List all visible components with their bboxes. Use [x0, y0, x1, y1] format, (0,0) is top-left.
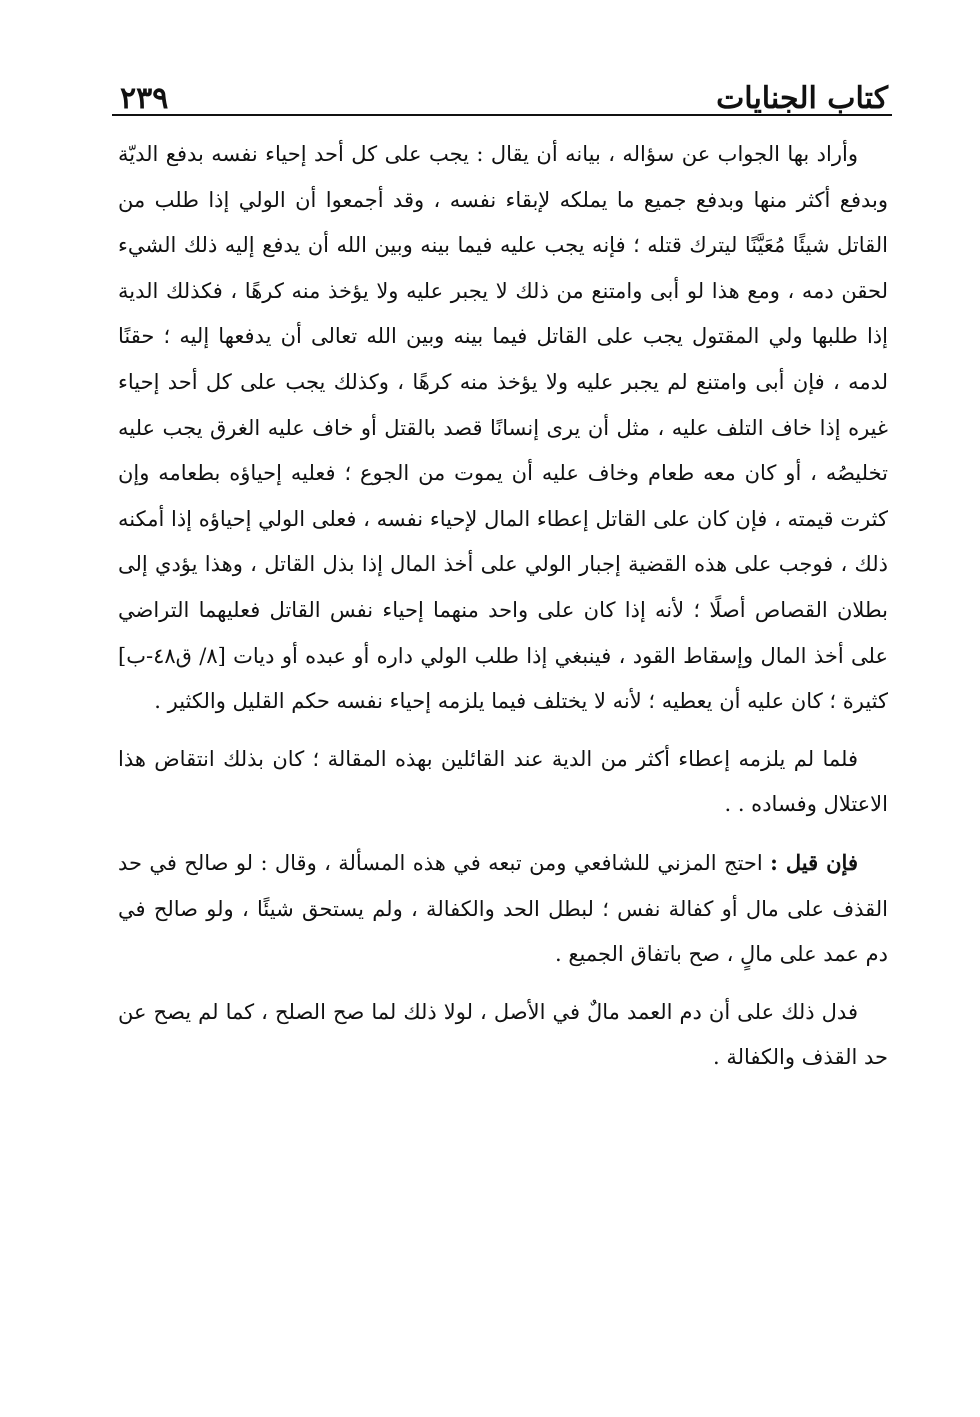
paragraph [118, 840, 888, 978]
page-header [120, 64, 888, 114]
page-number: ٢٣٩ [120, 81, 169, 116]
paragraph-text: فلما لم يلزمه إعطاء أكثر من الدية عند القائلين بهذه المقالة ؛ كان بذلك انتقاض هذا الاعتلال وفساده . . [118, 746, 888, 817]
paragraph [118, 132, 888, 725]
paragraph-text: احتج المزني للشافعي ومن تبعه في هذه المسألة ، وقال : لو صالح في حد القذف على مال أو كفالة نفس ؛ لبطل الحد والكفالة ، ولم يستحق شيئًا ، ولو صالح في دم عمد على مالٍ ، صح باتفاق الجميع . [118, 850, 888, 967]
paragraph [118, 990, 888, 1081]
page-body [118, 132, 888, 1093]
paragraph-lead: فإن قيل : [770, 849, 858, 875]
paragraph-text: فدل ذلك على أن دم العمد مالٌ في الأصل ، لولا ذلك لما صح الصلح ، كما لم يصح عن حد القذف والكفالة . [118, 999, 888, 1070]
paragraph [118, 737, 888, 828]
paragraph-text: وأراد بها الجواب عن سؤاله ، بيانه أن يقال : يجب على كل أحد إحياء نفسه بدفع الديّة وبدفع أكثر منها وبدفع جميع ما يملكه لإبقاء نفسه ، وقد أجمعوا أن الولي إذا طلب من القاتل شيئًا مُعَيَّنًا ليترك قتله ؛ فإنه يجب عليه فيما بينه وبين الله أن يدفع إليه ذلك الشيء لحقن دمه ، ومع هذا لو أبى وامتنع من ذلك لا يجبر عليه ولا يؤخذ منه كرهًا ، فكذلك الدية إذا طلبها ولي المقتول يجب على القاتل فيما بينه وبين الله تعالى أن يدفعها إليه ؛ حقنًا لدمه ، فإن أبى وامتنع لم يجبر عليه ولا يؤخذ منه كرهًا ، وكذلك يجب على كل أحد إحياء غيره إذا خاف التلف عليه ، مثل أن يرى إنسانًا قصد بالقتل أو خاف عليه الغرق يجب عليه تخليصُه ، أو كان معه طعام وخاف عليه أن يموت من الجوع ؛ فعليه إحياؤه بطعامه وإن كثرت قيمته ، فإن كان على القاتل إعطاء المال لإحياء نفسه ، فعلى الولي إحياؤه إذا أمكنه ذلك ، فوجب على هذه القضية إجبار الولي على أخذ المال إذا بذل القاتل ، وهذا يؤدي إلى بطلان القصاص أصلًا ؛ لأنه إذا كان على واحد منهما إحياء نفس القاتل فعليهما التراضي على أخذ المال وإسقاط القود ، فينبغي إذا طلب الولي داره أو عبده أو ديات [٨/ ق٤٨-ب] كثيرة ؛ كان عليه أن يعطيه ؛ لأنه لا يختلف فيما يلزمه إحياء نفسه حكم القليل والكثير . [118, 142, 888, 714]
header-divider [112, 114, 892, 116]
running-title: كتاب الجنايات [716, 81, 888, 116]
